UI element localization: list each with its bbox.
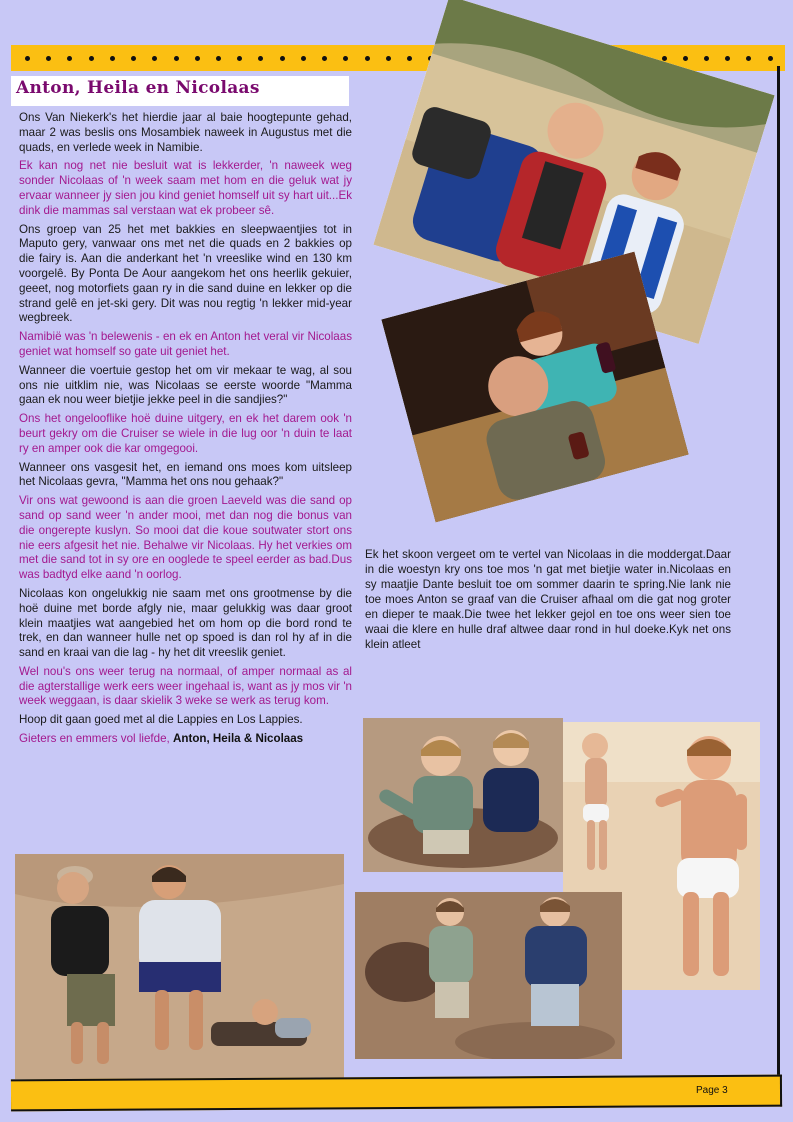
bar-dot [89, 56, 94, 61]
article-paragraph: Hoop dit gaan goed met al die Lappies en Los Lappies. [19, 713, 303, 727]
article-paragraph: Wanneer ons vasgesit het, en iemand ons moes kom uitsleep het Nicolaas gevra, "Mamma het ons nou gehaak?" [19, 460, 352, 489]
bar-dot [683, 56, 688, 61]
bar-dot [386, 56, 391, 61]
bar-dot [152, 56, 157, 61]
article-body [19, 111, 352, 751]
article-paragraph: Ek kan nog net nie besluit wat is lekkerder, 'n naweek weg sonder Nicolaas of 'n week saam met hom en die geluk wat jy ervaar wanneer jy sien jou kind geniet homself uit sy hart uit...Ek dink die mammas sal verstaan wat ek probeer sê. [19, 159, 352, 217]
article-paragraph: Namibië was 'n belewenis - en ek en Anton het veral vir Nicolaas geniet wat homself so gate uit geniet het. [19, 330, 352, 358]
bar-dot [407, 56, 412, 61]
article-paragraph: Wel nou's ons weer terug na normaal, of amper normaal as al die agterstallige werk eers weer ingehaal is, want as jy mos vir 'n week weggaan, is daar skielik 3 weke se werk as terug kom. [19, 664, 352, 708]
bar-dot [704, 56, 709, 61]
bar-dot [768, 56, 773, 61]
bar-dot [258, 56, 263, 61]
bar-dot [725, 56, 730, 61]
page-number: Page 3 [696, 1085, 728, 1096]
moddergat-story: Ek het skoon vergeet om te vertel van Nicolaas in die moddergat.Daar in die woestyn kry ons toe mos 'n gat met bietjie water in.Nicolaas en sy maatjie Dante besluit toe om sommer daarin te spring.Nie lank nie toe moes Anton se graaf van die Cruiser afhaal om die gat nog groter en dieper te maak.Die twee het lekker gejol en toe ons weer sien toe waai die klere en hulle draf altwee daar rond in hul doeke.Kyk net ons klein atleet [365, 548, 731, 651]
article-paragraph: Ons het ongelooflike hoë duine uitgery, en ek het darem ook 'n beurt gekry om die Cruiser se wiele in die lug oor 'n duin te laat ry en amper ook die kar omgegooi. [19, 412, 352, 455]
bar-dot [195, 56, 200, 61]
bar-dot [343, 56, 348, 61]
bar-dot [110, 56, 115, 61]
bar-dot [67, 56, 72, 61]
article-paragraph: Vir ons wat gewoond is aan die groen Laeveld was die sand op sand op sand weer 'n ander mooi, met dan nog die bonus van die ongerepte kuslyn. So mooi dat die koue soutwater stort ons nie eers afgesit het nie. Behalwe vir Nicolaas. Hy het verkies om met die sand tot in sy ore en ooglede te speel eerder as bad.Dus was badtyd elke aand 'n oorlog. [19, 494, 352, 582]
footer-bar [11, 1075, 782, 1112]
right-border-line [777, 66, 780, 1081]
bar-dot [216, 56, 221, 61]
closing-greeting: Gieters en emmers vol liefde, [19, 732, 173, 746]
article-paragraph: Ons Van Niekerk's het hierdie jaar al baie hoogtepunte gehad, maar 2 was beslis ons Mosambiek naweek in Augustus met die quads, en verlede week in Namibie. [19, 111, 352, 154]
couple-photo [381, 252, 688, 523]
article-title: Anton, Heila en Nicolaas [16, 78, 260, 98]
article-paragraph: Ons groep van 25 het met bakkies en sleepwaentjies tot in Maputo gery, vanwaar ons met net die quads en 2 bakkies op die fairy is. Aan die anderkant het 'n vreeslike wind en 130 km voorgelê. By Ponta De Aour aangekom het ons heerlik gekuier, geeet, nog motorfiets gaan ry in die sand duine en lekker op die strand gelê en jet-ski gery. Dit was nou regtig 'n lekker mid-year wegbreek. [19, 222, 352, 325]
bar-dot [25, 56, 30, 61]
sand-boarding-photo [15, 854, 344, 1079]
closing-line [19, 732, 352, 747]
kids-digging-photo [355, 892, 622, 1059]
bar-dot [365, 56, 370, 61]
bar-dot [301, 56, 306, 61]
bar-dot [662, 56, 667, 61]
bar-dot [237, 56, 242, 61]
bar-dot [280, 56, 285, 61]
article-paragraph: Wanneer die voertuie gestop het om vir mekaar te wag, al sou ons nie uitklim nie, was Nicolaas se eerste woorde "Mamma gaan ek nou weer bietjie jekke peel in die sandjies?" [19, 363, 352, 407]
bar-dot [174, 56, 179, 61]
bar-dot [131, 56, 136, 61]
article-paragraph: Nicolaas kon ongelukkig nie saam met ons grootmense by die hoë duine met borde afgly nie, maar gelukkig was daar groot klein maatjies wat aangebied het om hom op die bord rond te trek, en dan wanneer hulle net op spoed is dan rol hy af in die sand en kraai van die lag - hy het dit vreeslik geniet. [19, 586, 352, 660]
bar-dot [322, 56, 327, 61]
signature: Anton, Heila & Nicolaas [173, 732, 304, 746]
couple-photo-frame [381, 252, 688, 523]
bar-dot [46, 56, 51, 61]
bar-dot [746, 56, 751, 61]
kids-mud-photo [363, 718, 563, 872]
